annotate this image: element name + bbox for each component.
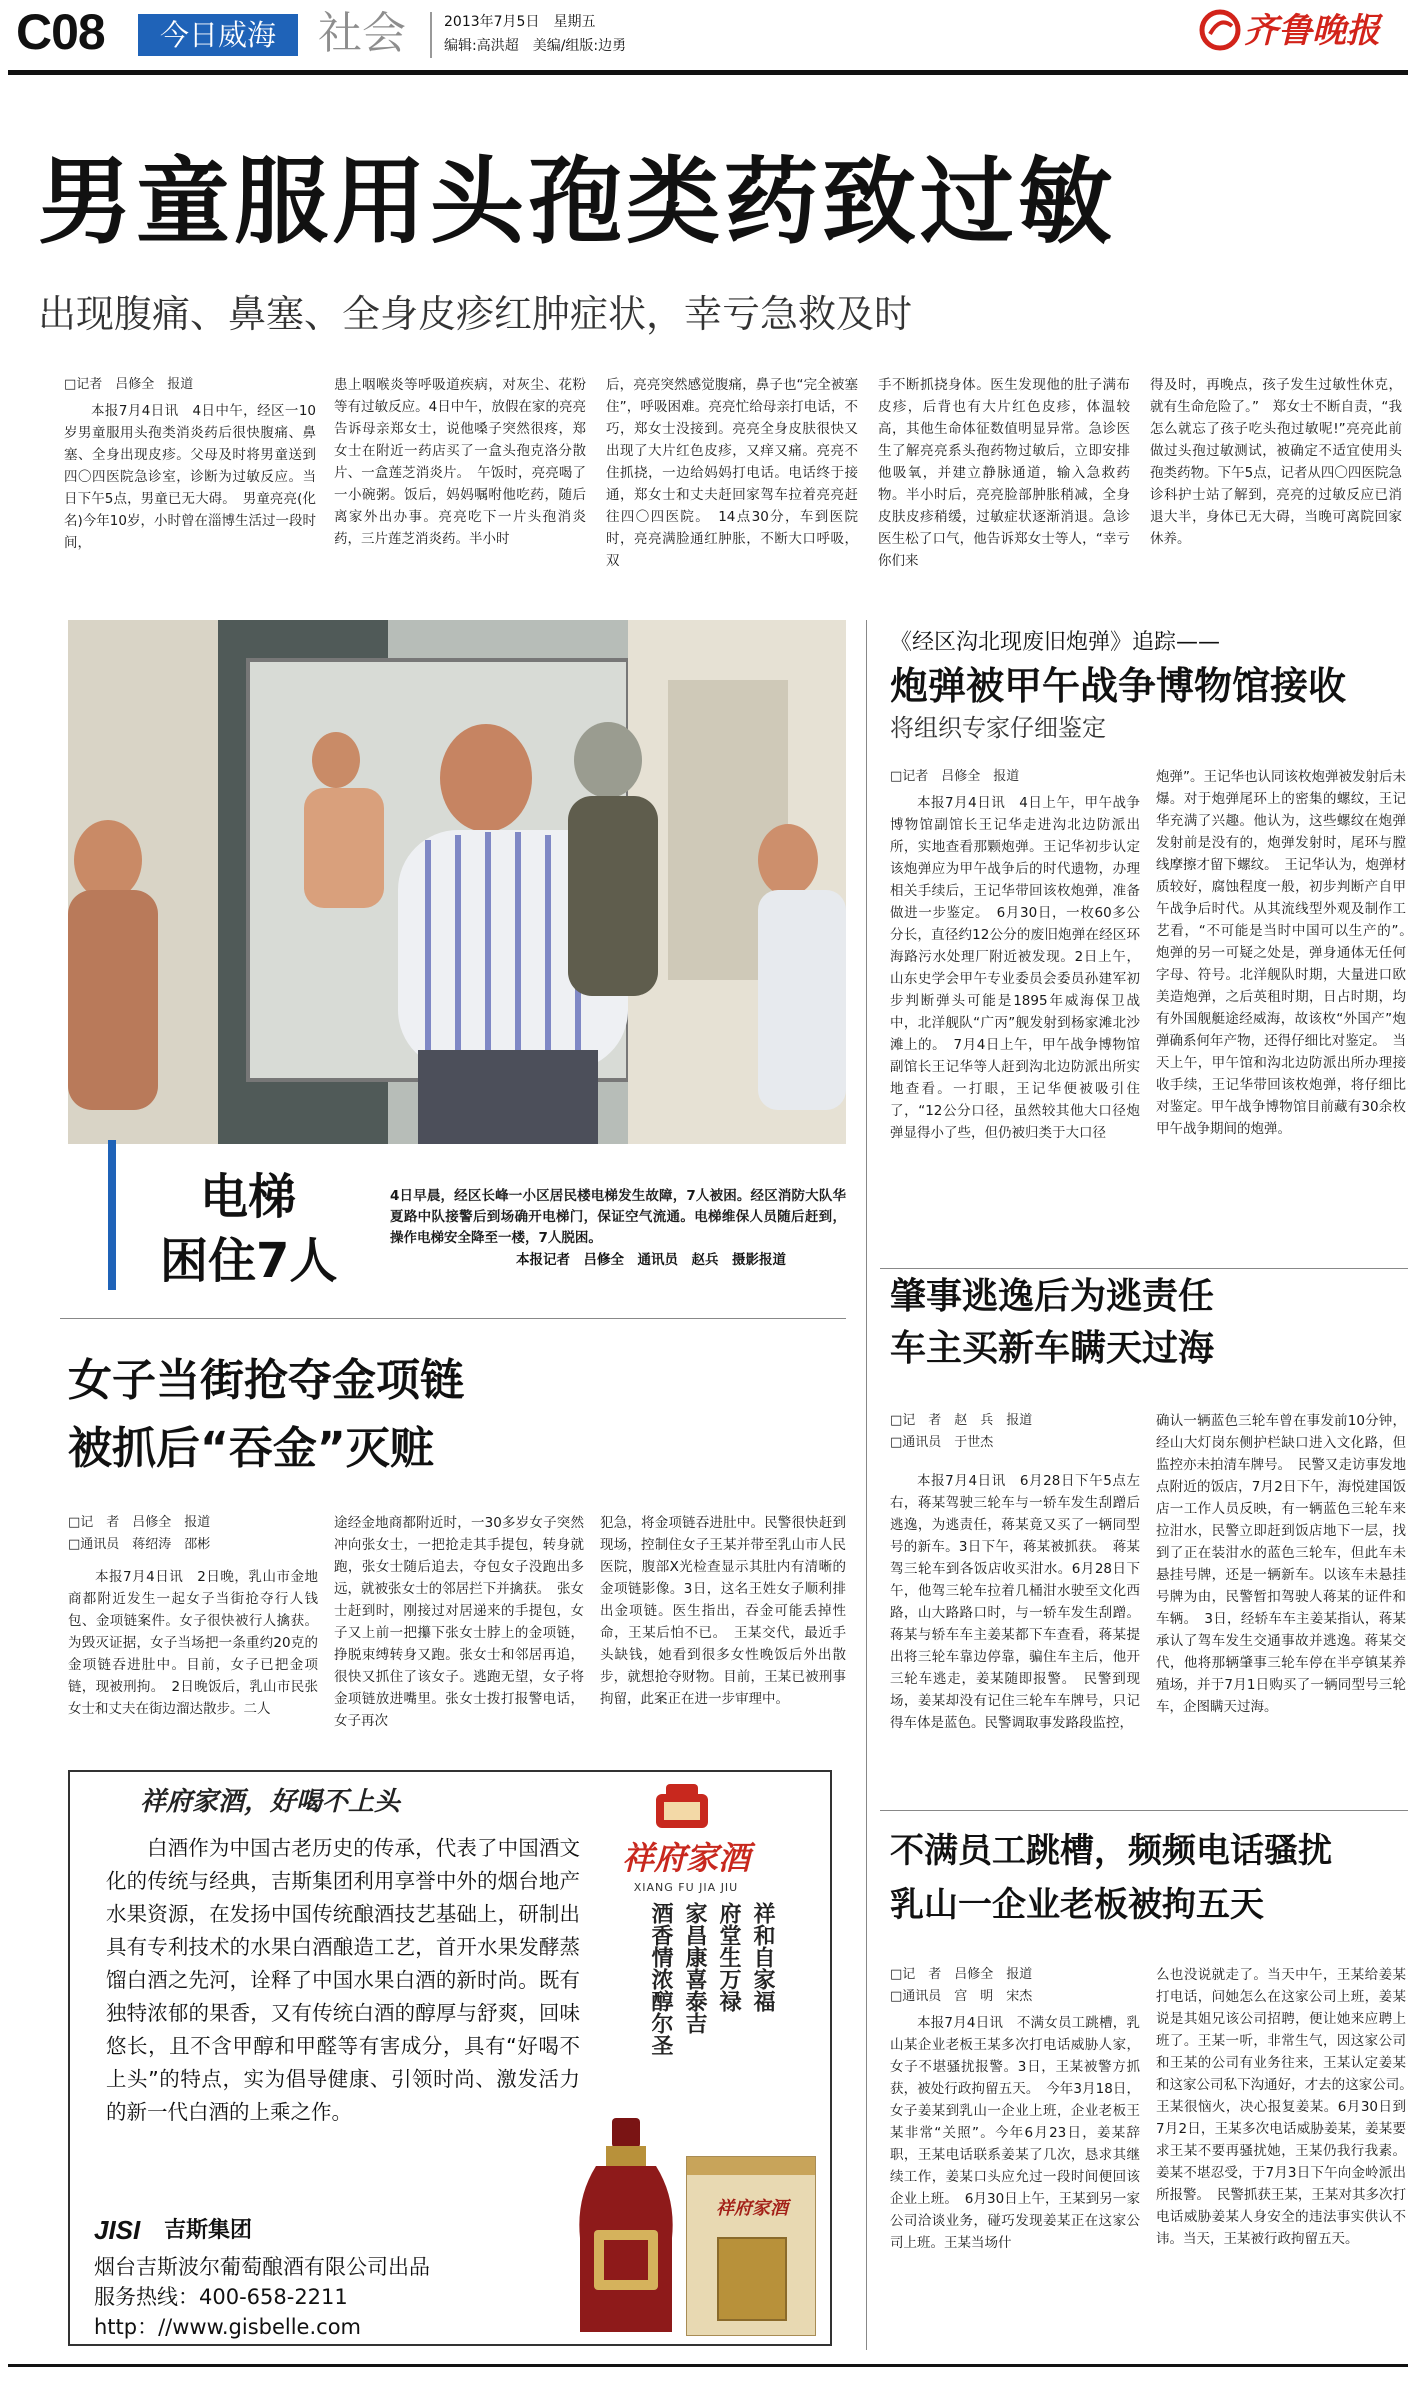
masthead	[0, 0, 1417, 70]
page-bottom-rule	[8, 2364, 1408, 2367]
lead-col-4: 手不断抓挠身体。医生发现他的肚子满布皮疹，后背也有大片红色皮疹，体温较高，其他生命体征数值明显异常。急诊医生了解亮亮系头孢药物过敏后，立即安排他吸氧，并建立静脉通道，输入急救药物。半小时后，亮亮脸部肿胀稍减，全身皮肤皮疹稍缓，过敏症状逐渐消退。急诊医生松了口气，他告诉郑女士等人，“幸亏你们来	[878, 377, 1130, 569]
lead-headline: 男童服用头孢类药致过敏	[38, 148, 1117, 257]
liquor-advertisement[interactable]	[68, 1770, 832, 2346]
robbery-byline-reporter: □记 者 吕修全 报道	[68, 1515, 211, 1530]
section-tab[interactable]: 今日威海	[138, 14, 298, 56]
poem-col-2: 府堂生万禄	[716, 1902, 742, 2012]
photo-credit: 本报记者 吕修全 通讯员 赵兵 摄影报道	[516, 1252, 786, 1268]
robbery-col-1: 本报7月4日讯 2日晚，乳山市金地商都附近发生一起女子当街抢夺行人钱包、金项链案件。女子很快被行人擒获。为毁灭证据，女子当场把一条重约20克的金项链吞进肚中。目前，女子已把金项链，现被刑拘。 2日晚饭后，乳山市民张女士和丈夫在街边溜达散步。二人	[68, 1569, 318, 1717]
seal-icon	[652, 1784, 712, 1832]
page-number: C08	[16, 4, 105, 60]
hitrun-bottom-rule	[880, 1810, 1408, 1811]
robbery-headline-line2: 被抓后“吞金”灭赃	[68, 1423, 434, 1474]
robbery-col-3: 犯急，将金项链吞进肚中。民警很快赶到现场，控制住女子王某并带至乳山市人民医院，腹部X光检查显示其肚内有清晰的金项链影像。3日，这名王姓女子顺利排出金项链。医生指出，吞金可能丢掉性命，王某后怕不已。 王某交代，最近手头缺钱，她看到很多女性晚饭后外出散步，就想抢夺财物。目前，王某已被刑事拘留，此案正在进一步审理中。	[600, 1515, 846, 1707]
photo-headline-line1: 电梯	[200, 1169, 297, 1225]
hitrun-byline-correspondent: □通讯员 于世杰	[890, 1435, 994, 1450]
ad-body: 白酒作为中国古老历史的传承，代表了中国酒文化的传统与经典，吉斯集团利用享誉中外的烟台地产水果资源，在发扬中国传统酿酒技艺基础上，研制出具有专利技术的水果白酒酿造工艺，首开水果发酵蒸馏白酒之先河，诠释了中国水果白酒的新时尚。既有独特浓郁的果香，又有传统白酒的醇厚与舒爽，回味悠长，且不含甲醇和甲醛等有害成分，具有“好喝不上头”的特点，实为倡导健康、引领时尚、激发活力的新一代白酒的上乘之作。	[106, 1836, 580, 2124]
robbery-byline-correspondent: □通讯员 蒋绍涛 邵彬	[68, 1537, 211, 1552]
ad-hotline[interactable]: 服务热线：400-658-2211	[94, 2285, 348, 2309]
shell-kicker: 《经区沟北现废旧炮弹》追踪——	[890, 630, 1221, 655]
shell-bottom-rule	[880, 1268, 1408, 1269]
masthead-rule	[8, 70, 1408, 75]
brand-logo-icon: JISI	[94, 2215, 141, 2245]
elevator-photo	[68, 620, 846, 1144]
hitrun-byline-reporter: □记 者 赵 兵 报道	[890, 1413, 1033, 1428]
photo-accent-bar	[108, 1140, 116, 1290]
paper-name: 齐鲁晚报	[1244, 11, 1380, 51]
robbery-col-2: 途经金地商都附近时，一30多岁女子突然冲向张女士，一把抢走其手提包，转身就跑，张女士随后追去，夺包女子没跑出多远，就被张女士的邻居拦下并擒获。 张女士赶到时，刚接过对居递来的手提包，女子又上前一把攥下张女士脖上的金项链，挣脱束缚转身又跑。张女士和邻居再追，很快又抓住了该女子。逃跑无望，女子将金项链放进嘴里。张女士拨打报警电话，女子再次	[334, 1515, 584, 1729]
box-label: 祥府家酒	[716, 2198, 788, 2219]
ad-company: 烟台吉斯波尔葡萄酿酒有限公司出品	[94, 2255, 430, 2279]
ad-url[interactable]: http：//www.gisbelle.com	[94, 2315, 362, 2339]
lead-byline: □记者 吕修全 报道	[64, 377, 194, 392]
hitrun-headline-line2: 车主买新车瞒天过海	[890, 1328, 1215, 1369]
hitrun-col-2: 确认一辆蓝色三轮车曾在事发前10分钟，经山大灯岗东侧护栏缺口进入文化路，但监控亦未拍清车牌号。 民警又走访事发地点附近的饭店，7月2日下午，海悦建国饭店一工作人员反映，有一辆蓝色三轮车来拉泔水，民警立即赶到饭店地下一层，找到了正在装泔水的蓝色三轮车，但此车未悬挂号牌，还是一辆新车。以该车未悬挂号牌为由，民警暂扣驾驶人蒋某的证件和车辆。 3日，经轿车车主姜某指认，蒋某承认了驾车发生交通事故并逃逸。蒋某交代，他将那辆肇事三轮车停在半亭镇某养殖场，并于7月1日购买了一辆同型号三轮车，企图瞒天过海。	[1156, 1413, 1406, 1715]
right-column-divider	[866, 620, 867, 2350]
hitrun-col-1: 本报7月4日讯 6月28日下午5点左右，蒋某驾驶三轮车与一轿车发生刮蹭后逃逸，为逃责任，蒋某竟又买了一辆同型号的新车。3日下午，蒋某被抓获。 蒋某驾三轮车到各饭店收买泔水。6月28日下午，他驾三轮车拉着几桶泔水驶至文化西路，山大路路口时，与一轿车发生刮蹭。蒋某与轿车车主姜某都下车查看，蒋某提出将三轮车靠边停靠，骗住车主后，他开三轮车逃走，姜某随即报警。 民警到现场，姜某却没有记住三轮车车牌号，只记得车体是蓝色。民警调取事发路段监控，	[890, 1473, 1140, 1731]
boss-headline-line2: 乳山一企业老板被拘五天	[890, 1885, 1264, 1925]
boss-col-1: 本报7月4日讯 不满女员工跳槽，乳山某企业老板王某多次打电话威胁人家，女子不堪骚扰报警。3日，王某被警方抓获，被处行政拘留五天。 今年3月18日，女子姜某到乳山一企业上班，企业老板王某非常“关照”。今年6月23日，姜某辞职，王某电话联系姜某了几次，恳求其继续工作，姜某口头应允过一段时间便回该企业上班。 6月30日上午，王某到另一家公司洽谈业务，碰巧发现姜某正在这家公司上班。王某当场什	[890, 2015, 1140, 2251]
poem-block	[606, 1902, 776, 2082]
boss-byline-correspondent: □通讯员 宫 明 宋杰	[890, 1989, 1033, 2004]
poem-col-3: 家昌康喜泰吉	[682, 1902, 708, 2034]
shell-headline: 炮弹被甲午战争博物馆接收	[890, 664, 1347, 708]
brand-block	[94, 2214, 314, 2248]
shell-col-1: 本报7月4日讯 4日上午，甲午战争博物馆副馆长王记华走进沟北边防派出所，实地查看那颗炮弹。王记华初步认定该炮弹应为甲午战争后的时代遗物，办理相关手续后，王记华带回该枚炮弹，准备做进一步鉴定。 6月30日，一枚60多公分长，直径约12公分的废旧炮弹在经区环海路污水处理厂附近被发现。2日上午，山东史学会甲午专业委员会委员孙建军初步判断弹头可能是1895年威海保卫战中，北洋舰队“广丙”舰发射到杨家滩北沙滩上的。 7月4日上午，甲午战争博物馆副馆长王记华等人赶到沟北边防派出所实地查看。一打眼，王记华便被吸引住了，“12公分口径，虽然较其他大口径炮弹显得小了些，但仍被归类于大口径	[890, 795, 1140, 1141]
poem-col-4: 酒香情浓醇尔圣	[648, 1902, 674, 2056]
brand-name: 吉斯集团	[164, 2218, 253, 2243]
lead-col-1: 本报7月4日讯 4日中午，经区一10岁男童服用头孢类消炎药后很快腹痛、鼻塞、全身出现皮疹。父母及时将男童送到四〇四医院急诊室，诊断为过敏反应。当日下午5点，男童已无大碍。 男童亮亮(化名)今年10岁，小时曾在淄博生活过一段时间，	[64, 403, 316, 551]
lead-subheadline: 出现腹痛、鼻塞、全身皮疹红肿症状，幸亏急救及时	[38, 292, 913, 336]
photo-caption: 4日早晨，经区长峰一小区居民楼电梯发生故障，7人被困。经区消防大队华夏路中队接警后到场确开电梯门，保证空气流通。电梯维保人员随后赶到，操作电梯安全降至一楼，7人脱困。	[390, 1188, 846, 1246]
paper-logo-icon	[1198, 8, 1242, 52]
lead-col-2: 患上咽喉炎等呼吸道疾病，对灰尘、花粉等有过敏反应。4日中午，放假在家的亮亮告诉母亲郑女士，说他嗓子突然很疼，郑女士在附近一药店买了一盒头孢克洛分散片、一盒莲芝消炎片。 午饭时，亮亮喝了一小碗粥。饭后，妈妈嘱咐他吃药，随后离家外出办事。亮亮吃下一片头孢消炎药，三片莲芝消炎药。半小时	[334, 377, 586, 547]
boss-headline-line1: 不满员工跳槽，频频电话骚扰	[890, 1831, 1332, 1871]
product-box	[686, 2156, 816, 2336]
subsection-label: 社会	[318, 8, 406, 59]
robbery-headline-line1: 女子当街抢夺金项链	[68, 1355, 464, 1406]
boss-byline-reporter: □记 者 吕修全 报道	[890, 1967, 1033, 1982]
issue-date: 2013年7月5日 星期五	[444, 14, 596, 30]
product-name-calligraphy: 祥府家酒	[621, 1839, 750, 1877]
shell-col-2: 炮弹”。王记华也认同该枚炮弹被发射后未爆。对于炮弹尾环上的密集的螺纹，王记华充满了兴趣。他认为，这些螺纹在炮弹发射前是没有的，炮弹发射时，尾环与膛线摩擦才留下螺纹。 王记华认为，炮弹材质较好，腐蚀程度一般，初步判断产自甲午战争后时代。从其流线型外观及制作工艺看，“不可能是当时中国可以生产的”。 炮弹的另一可疑之处是，弹身通体无任何字母、符号。北洋舰队时期，大量进口欧美造炮弹，之后英租时期，日占时期，均有外国舰艇途经威海，故该枚“外国产”炮弹确系何年产物，还得仔细比对鉴定。 当天上午，甲午馆和沟北边防派出所办理接收手续，王记华带回该枚炮弹，将仔细比对鉴定。甲午战争博物馆目前藏有30余枚甲午战争期间的炮弹。	[1156, 769, 1406, 1137]
news-photo	[68, 620, 846, 1144]
product-pinyin: XIANG FU JIA JIU	[633, 1881, 739, 1894]
lead-col-3: 后，亮亮突然感觉腹痛，鼻子也“完全被塞住”，呼吸困难。亮亮忙给母亲打电话，不巧，郑女士没接到。亮亮全身皮肤很快又出现了大片红色皮疹，又痒又痛。亮亮不住抓挠，一边给妈妈打电话。电话终于接通，郑女士和丈夫赶回家驾车拉着亮亮赶往四〇四医院。 14点30分，车到医院时，亮亮满脸通红肿胀，不断大口呼吸，双	[606, 377, 858, 569]
photo-headline-line2: 困住7人	[160, 1233, 338, 1289]
boss-col-2: 么也没说就走了。当天中午，王某给姜某打电话，问她怎么在这家公司上班，姜某说是其姐兄该公司招聘，便让她来应聘上班了。王某一听，非常生气，因这家公司和王某的公司有业务往来，王某认定姜某和这家公司私下沟通好，才去的这家公司。 王某很恼火，决心报复姜某。6月30日到7月2日，王某多次电话威胁姜某，姜某要求王某不要再骚扰她，王某仍我行我素。姜某不堪忍受，于7月3日下午向金岭派出所报警。 民警抓获王某，王某对其多次打电话威胁姜某人身安全的违法事实供认不讳。当天，王某被行政拘留五天。	[1156, 1967, 1406, 2247]
shell-subheadline: 将组织专家仔细鉴定	[890, 714, 1106, 742]
ad-slogan: 祥府家酒，好喝不上头	[140, 1787, 401, 1817]
editor-credit: 编辑:高洪超 美编/组版:边勇	[444, 38, 627, 54]
bottle-icon	[566, 2118, 686, 2338]
paper-logo	[1198, 8, 1398, 54]
shell-byline: □记者 吕修全 报道	[890, 769, 1020, 784]
hitrun-headline-line1: 肇事逃逸后为逃责任	[890, 1276, 1215, 1317]
robbery-top-rule	[60, 1318, 846, 1319]
poem-col-1: 祥和自家福	[750, 1902, 776, 2012]
lead-col-5: 得及时，再晚点，孩子发生过敏性休克，就有生命危险了。” 郑女士不断自责，“我怎么就忘了孩子吃头孢过敏呢!”亮亮此前做过头孢过敏测试，被确定不适宜使用头孢类药物。下午5点，记者从四〇四医院急诊科护士站了解到，亮亮的过敏反应已消退大半，身体已无大碍，当晚可离院回家休养。	[1150, 377, 1402, 547]
